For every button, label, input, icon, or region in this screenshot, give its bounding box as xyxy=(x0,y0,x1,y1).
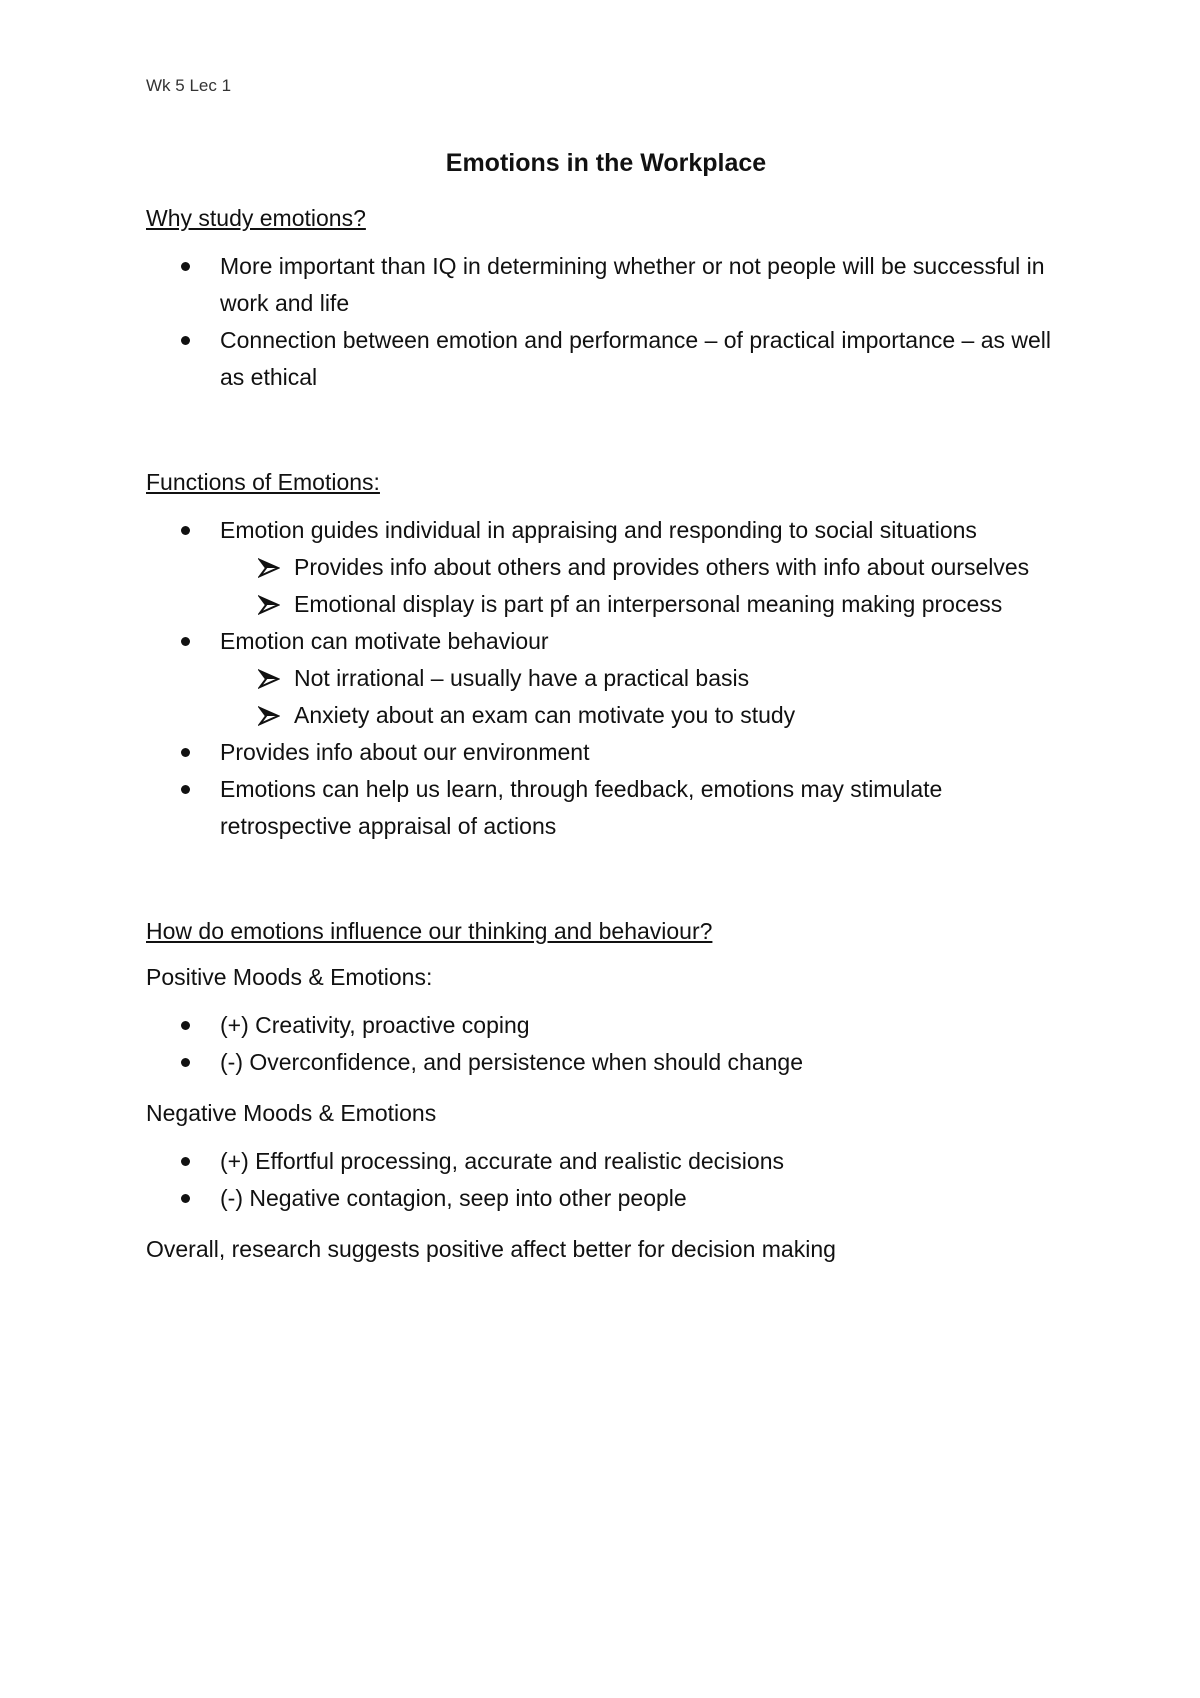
list-item-text: (+) Effortful processing, accurate and realistic decisions xyxy=(220,1148,784,1174)
bullet-icon xyxy=(181,1194,190,1203)
bullet-icon xyxy=(181,1021,190,1030)
list-item-text: Provides info about our environment xyxy=(220,739,590,765)
list-item xyxy=(146,248,1066,322)
list-item xyxy=(146,771,1066,845)
sub-list-item xyxy=(220,697,1066,734)
sub-list-item xyxy=(220,660,1066,697)
arrowhead-bullet-icon xyxy=(258,595,280,615)
list-item-text: More important than IQ in determining whether or not people will be successful in work and life xyxy=(220,253,1045,316)
list-item xyxy=(146,512,1066,623)
list-item-text: Emotions can help us learn, through feedback, emotions may stimulate retrospective appraisal of actions xyxy=(220,776,943,839)
list-item-text: Emotion can motivate behaviour xyxy=(220,628,549,654)
arrowhead-bullet-icon xyxy=(258,669,280,689)
list-item-text: (-) Overconfidence, and persistence when should change xyxy=(220,1049,804,1075)
list-item xyxy=(146,1143,1066,1180)
bullet-icon xyxy=(181,1058,190,1067)
positive-moods-list xyxy=(146,1007,1066,1081)
bullet-icon xyxy=(181,748,190,757)
document-body xyxy=(146,146,1066,1265)
list-item-text: (+) Creativity, proactive coping xyxy=(220,1012,530,1038)
sub-list-item-text: Not irrational – usually have a practical basis xyxy=(294,665,750,691)
bullet-icon xyxy=(181,336,190,345)
list-item xyxy=(146,734,1066,771)
document-title: Emotions in the Workplace xyxy=(445,149,767,177)
arrowhead-bullet-icon xyxy=(258,706,280,726)
bullet-icon xyxy=(181,637,190,646)
sub-list xyxy=(220,660,1066,734)
list-item-text: Emotion guides individual in appraising and responding to social situations xyxy=(220,517,977,543)
conclusion-text: Overall, research suggests positive affect better for decision making xyxy=(146,1236,836,1262)
bullet-icon xyxy=(181,526,190,535)
negative-moods-list xyxy=(146,1143,1066,1217)
sub-list xyxy=(220,549,1066,623)
bullet-icon xyxy=(181,1157,190,1166)
list-item xyxy=(146,623,1066,734)
negative-moods-label: Negative Moods & Emotions xyxy=(146,1100,437,1126)
sub-list-item-text: Provides info about others and provides others with info about ourselves xyxy=(294,554,1030,580)
list-item-text: Connection between emotion and performance – of practical importance – as well as ethical xyxy=(220,327,1052,390)
list-item xyxy=(146,1007,1066,1044)
list-item xyxy=(146,322,1066,396)
list-item xyxy=(146,1044,1066,1081)
bullet-icon xyxy=(181,262,190,271)
sub-list-item-text: Emotional display is part pf an interpersonal meaning making process xyxy=(294,591,1003,617)
arrowhead-bullet-icon xyxy=(258,558,280,578)
section-heading-influence: How do emotions influence our thinking and behaviour? xyxy=(146,918,713,944)
why-study-list xyxy=(146,248,1066,396)
page-header: Wk 5 Lec 1 xyxy=(146,76,232,95)
sub-list-item xyxy=(220,549,1066,586)
sub-list-item-text: Anxiety about an exam can motivate you to study xyxy=(294,702,796,728)
bullet-icon xyxy=(181,785,190,794)
section-heading-functions: Functions of Emotions: xyxy=(146,469,380,495)
list-item-text: (-) Negative contagion, seep into other people xyxy=(220,1185,687,1211)
section-heading-why-study: Why study emotions? xyxy=(146,205,366,231)
positive-moods-label: Positive Moods & Emotions: xyxy=(146,964,433,990)
functions-list xyxy=(146,512,1066,845)
list-item xyxy=(146,1180,1066,1217)
sub-list-item xyxy=(220,586,1066,623)
